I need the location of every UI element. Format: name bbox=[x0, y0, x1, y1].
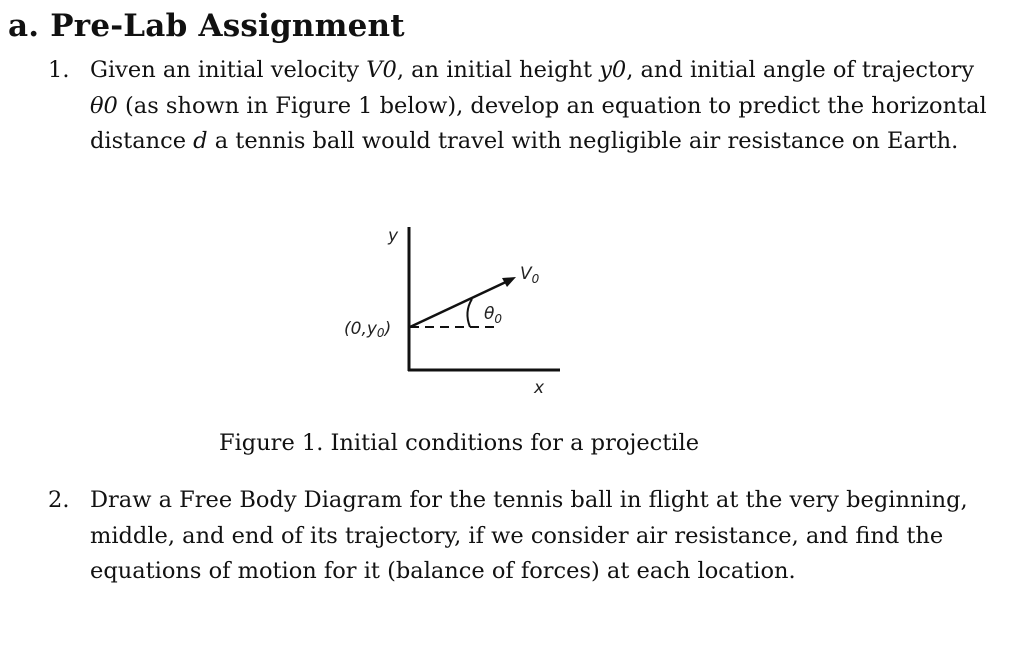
question-text: Draw a Free Body Diagram for the tennis ball in flight at the very beginning, middle, and end of its trajectory, if we consider air resistance, and find the equations of motion for it (balance of forces) at each location. bbox=[90, 487, 968, 584]
projectile-figure bbox=[330, 215, 570, 405]
section-heading: a. Pre-Lab Assignment bbox=[8, 8, 405, 44]
question-1 bbox=[48, 53, 1000, 160]
x-axis-label: x bbox=[534, 378, 545, 398]
question-number: 2. bbox=[48, 487, 70, 513]
figure-caption: Figure 1. Initial conditions for a projectile bbox=[218, 430, 700, 456]
angle-label: $\theta_0$ bbox=[484, 304, 503, 326]
question-number: 1. bbox=[48, 57, 70, 83]
angle-arc bbox=[467, 299, 472, 327]
origin-label: (0,y0) bbox=[344, 319, 392, 340]
velocity-label: $V_0$ bbox=[520, 264, 540, 286]
question-text: Given an initial velocity V0, an initial height y0, and initial angle of trajectory θ0 (as shown in Figure 1 below), develop an equation to predict the horizontal distance d a tennis ball would travel with negligible air resistance on Earth. bbox=[90, 57, 987, 154]
question-2 bbox=[48, 483, 1000, 590]
y-axis-label: y bbox=[388, 226, 399, 246]
